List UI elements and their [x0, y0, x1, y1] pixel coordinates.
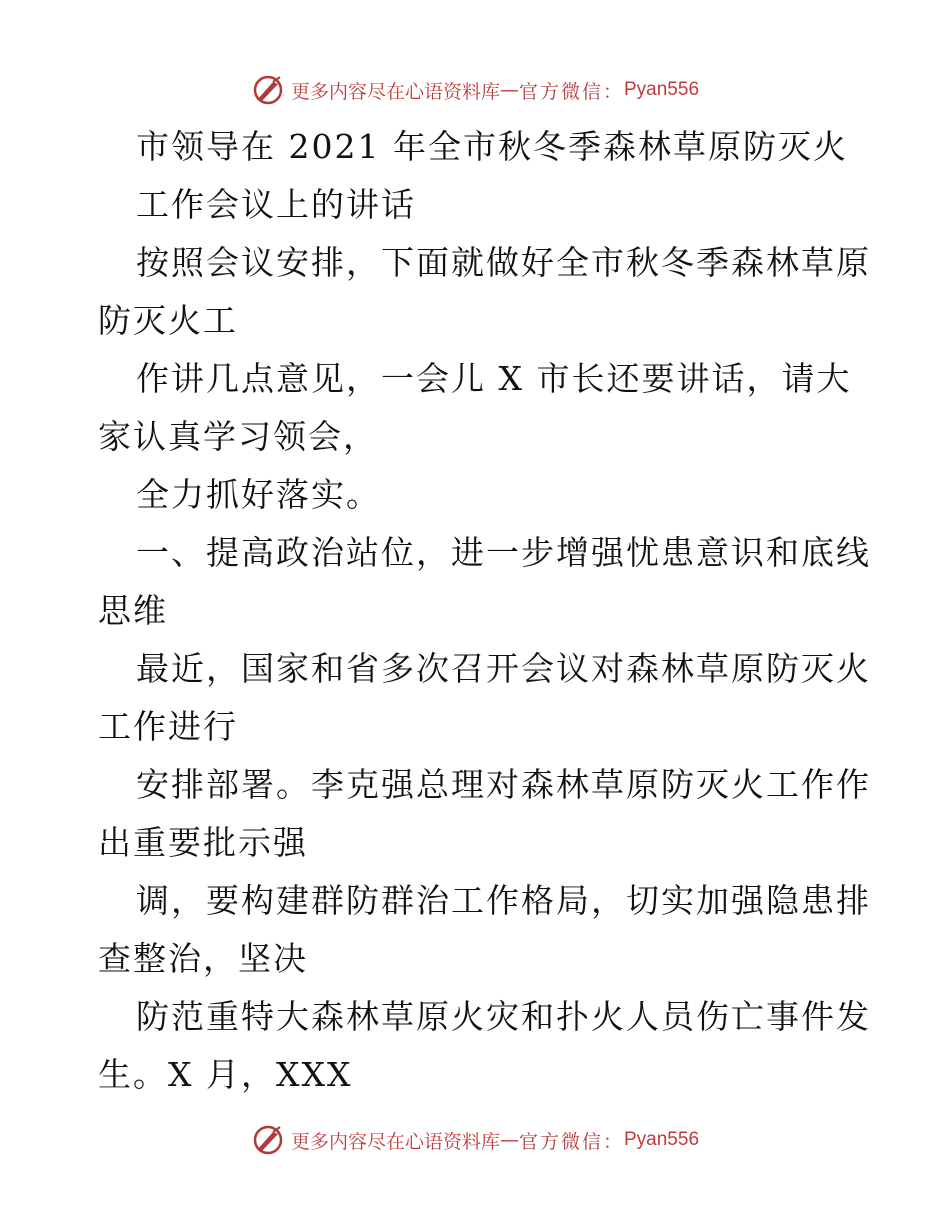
- site-name: 更多内容尽在心语资料库: [290, 1130, 500, 1153]
- title-line-1: 市领导在 2021 年全市秋冬季森林草原防灭火: [136, 127, 848, 166]
- wechat-label: 官方微信：: [518, 1130, 624, 1153]
- paragraph-line: 调，要构建群防群治工作格局，切实加强隐患排: [136, 881, 871, 920]
- separator: —: [499, 79, 519, 101]
- wechat-id: Pyan556: [624, 1129, 700, 1150]
- quill-logo-icon: [251, 73, 285, 107]
- footer-banner: [0, 1120, 950, 1160]
- paragraph-line: 最近，国家和省多次召开会议对森林草原防灭火: [136, 649, 871, 688]
- paragraph-line: 安排部署。李克强总理对森林草原防灭火工作作: [136, 765, 871, 804]
- quill-logo-icon: [251, 1123, 285, 1157]
- paragraph-line: 全力抓好落实。: [136, 475, 381, 514]
- paragraph-line: 家认真学习领会，: [98, 417, 378, 456]
- site-name: 更多内容尽在心语资料库: [290, 80, 500, 103]
- paragraph-line: 工作进行: [98, 707, 238, 746]
- paragraph-line: 生。X 月，XXX: [98, 1055, 353, 1094]
- paragraph-line: 出重要批示强: [98, 823, 308, 862]
- paragraph-line: 防范重特大森林草原火灾和扑火人员伤亡事件发: [136, 997, 871, 1036]
- wechat-label: 官方微信：: [518, 80, 624, 103]
- document-body: [98, 118, 871, 1104]
- paragraph-line: 防灭火工: [98, 301, 238, 340]
- section-heading-line: 一、提高政治站位，进一步增强忧患意识和底线: [136, 533, 871, 572]
- paragraph-line: 作讲几点意见，一会儿 X 市长还要讲话，请大: [136, 359, 852, 398]
- wechat-id: Pyan556: [624, 79, 700, 100]
- section-heading-line: 思维: [98, 591, 168, 630]
- title-line-2: 工作会议上的讲话: [136, 185, 416, 224]
- separator: —: [499, 1129, 519, 1151]
- paragraph-line: 按照会议安排，下面就做好全市秋冬季森林草原: [136, 243, 871, 282]
- header-banner: [0, 70, 950, 110]
- paragraph-line: 查整治，坚决: [98, 939, 308, 978]
